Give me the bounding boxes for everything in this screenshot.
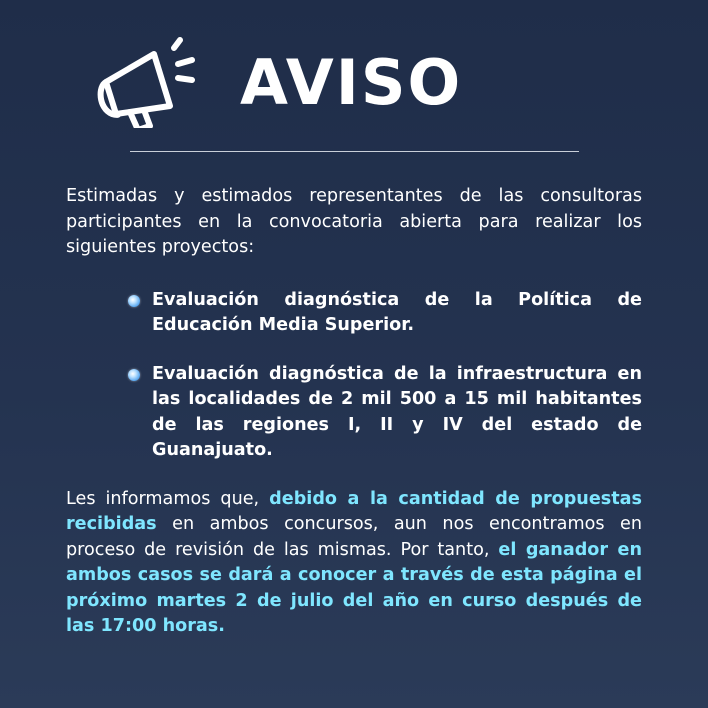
notice-text-2: en ambos concursos, aun nos encontramos en proceso de revisión de las mismas. Por tanto, xyxy=(66,514,642,560)
notice-content xyxy=(66,184,642,640)
intro-paragraph: Estimadas y estimados representantes de las consultoras participantes en la convocatoria abierta para realizar los siguientes proyectos: xyxy=(66,186,642,257)
notice-paragraph xyxy=(66,487,642,640)
page-title: AVISO xyxy=(240,46,463,119)
notice-highlight-1: debido a la cantidad de propuestas recibidas xyxy=(66,488,642,534)
list-item xyxy=(128,288,642,339)
project-label: Evaluación diagnóstica de la infraestructura en las localidades de 2 mil 500 a 15 mil habitantes de las regiones I, II y IV del estado de Guanajuato. xyxy=(152,363,642,460)
divider xyxy=(130,151,579,152)
project-label: Evaluación diagnóstica de la Política de Educación Media Superior. xyxy=(152,289,642,335)
notice-text-1: Les informamos que, xyxy=(66,488,270,509)
megaphone-icon xyxy=(92,34,204,128)
notice-highlight-2: el ganador en ambos casos se dará a conocer a través de esta página el próximo martes 2 de julio del año en curso después de las 17:00 horas. xyxy=(66,539,642,636)
header xyxy=(0,30,708,130)
project-list xyxy=(66,288,642,464)
bullet-icon xyxy=(128,295,140,307)
bullet-icon xyxy=(128,369,140,381)
list-item xyxy=(128,362,642,464)
